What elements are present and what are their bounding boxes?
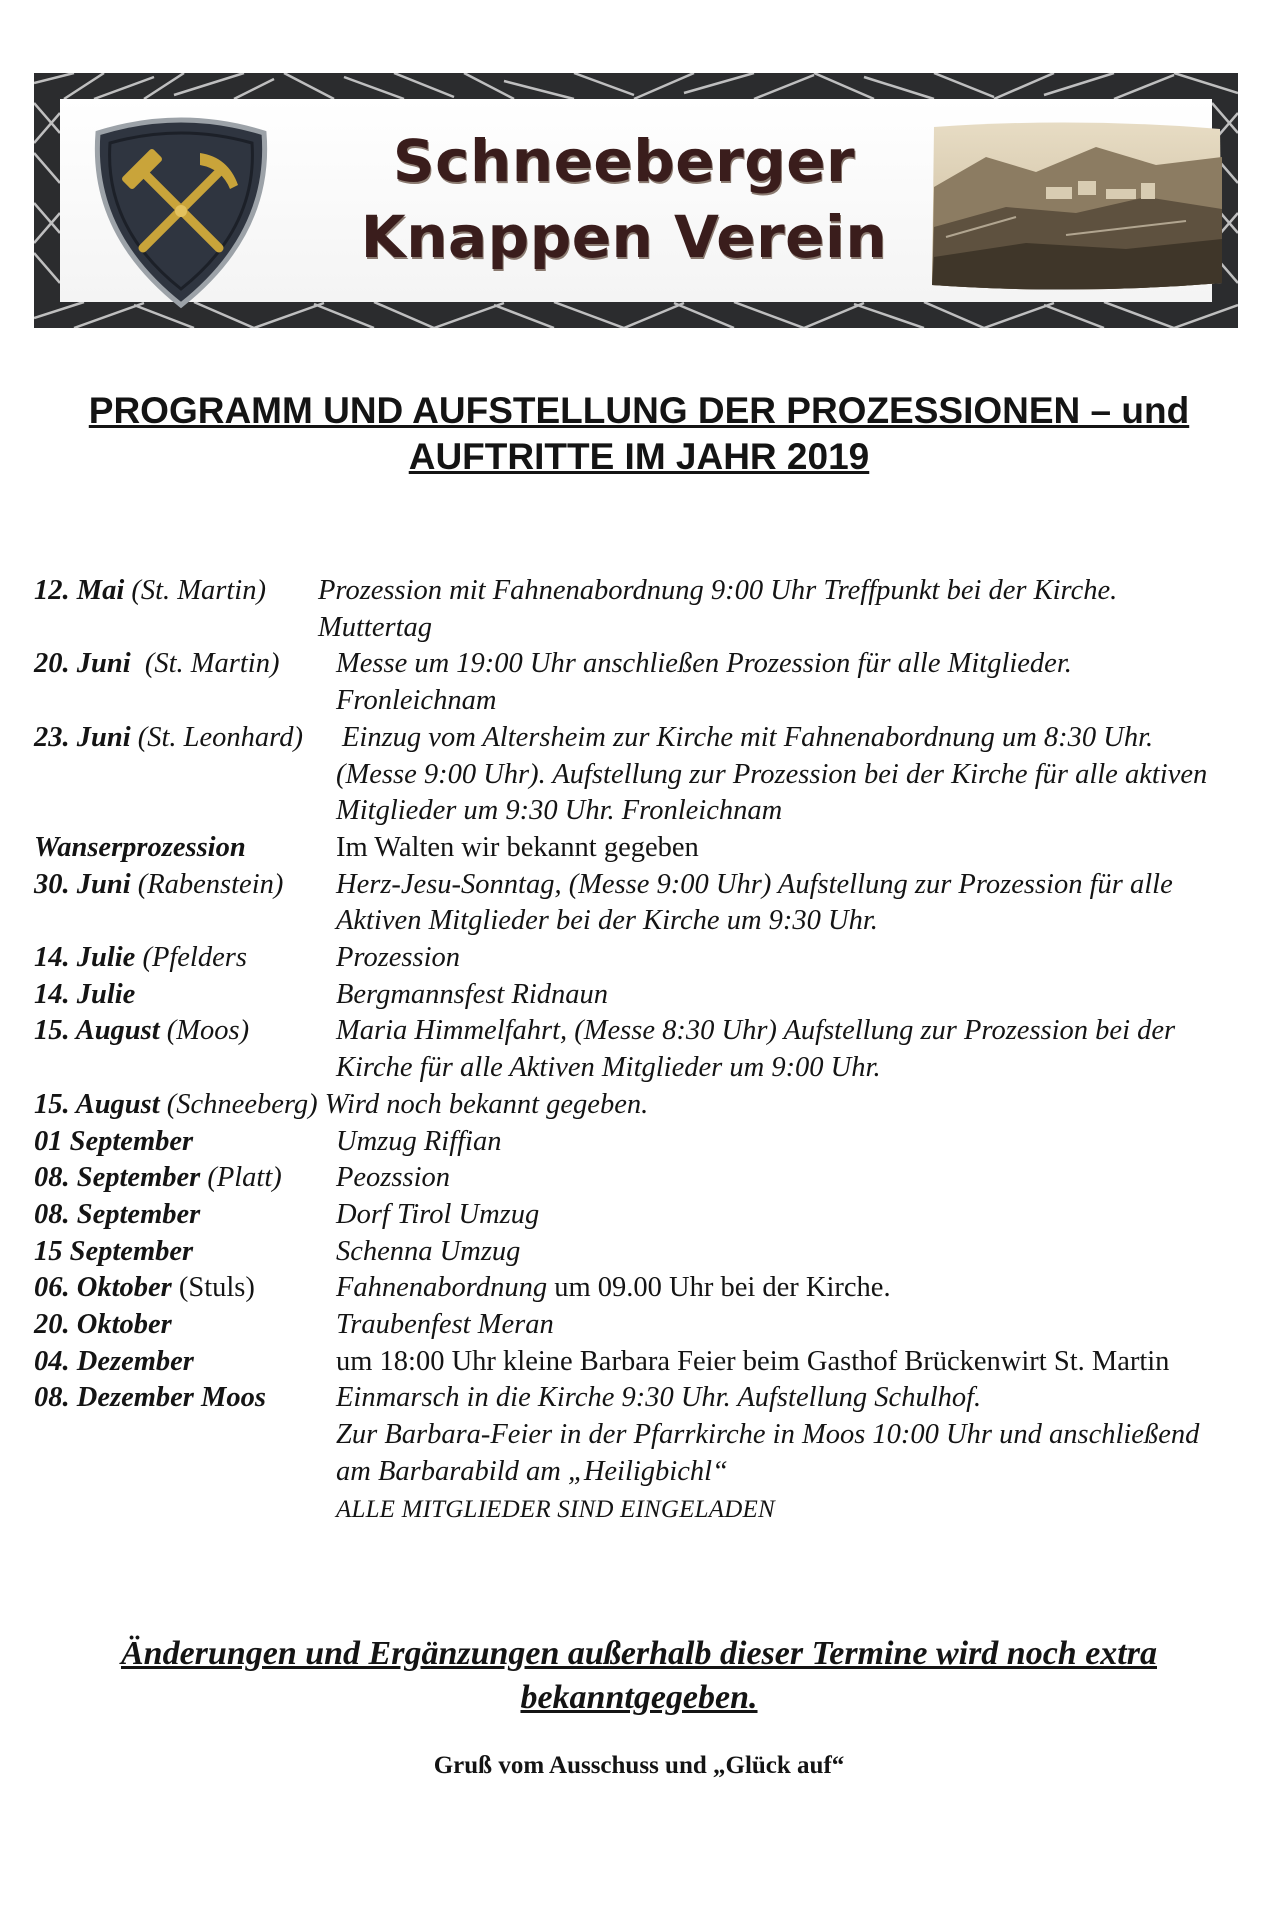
- event-row: [34, 867, 1254, 940]
- event-location: (Stuls): [171, 1272, 255, 1304]
- event-location: (St. Martin): [124, 575, 266, 606]
- event-date: 15 September: [34, 1235, 194, 1267]
- event-row: [34, 1124, 1254, 1161]
- event-description: um 18:00 Uhr kleine Barbara Feier beim Gasthof Brückenwirt St. Martin: [336, 1345, 1170, 1377]
- event-date: 15. August: [34, 1088, 160, 1120]
- change-notice: [34, 1632, 1244, 1720]
- event-date: 04. Dezember: [34, 1345, 194, 1377]
- event-date: 12. Mai: [34, 575, 125, 606]
- event-description: Wird noch bekannt gegeben.: [317, 1088, 649, 1120]
- event-location: (Rabenstein): [130, 868, 284, 900]
- event-date: 08. Dezember Moos: [34, 1382, 266, 1414]
- event-row: [34, 1344, 1254, 1381]
- event-row: [34, 1380, 1254, 1528]
- event-row: [34, 1234, 1254, 1271]
- event-invitation: ALLE MITGLIEDER SIND EINGELADEN: [336, 1495, 775, 1523]
- event-note: Fronleichnam: [336, 685, 497, 717]
- event-description: Herz-Jesu-Sonntag, (Messe 9:00 Uhr) Aufstellung zur Prozession für alle Aktiven Mitglieder bei der Kirche um 9:30 Uhr.: [336, 868, 1173, 937]
- event-row: [34, 1307, 1254, 1344]
- event-description: Dorf Tirol Umzug: [336, 1198, 540, 1230]
- page-heading: [34, 388, 1244, 480]
- closing-greeting: Gruß vom Ausschuss und „Glück auf“: [433, 1752, 845, 1779]
- heading-line1: PROGRAMM UND AUFSTELLUNG DER PROZESSIONEN – und: [88, 390, 1190, 431]
- event-row: [34, 940, 1254, 977]
- event-row: [34, 1160, 1254, 1197]
- club-banner: [34, 73, 1238, 328]
- event-description: Im Walten wir bekannt gegeben: [336, 831, 699, 863]
- event-location: (Moos): [159, 1015, 250, 1047]
- event-row: [34, 830, 1254, 867]
- event-row: [34, 1013, 1254, 1086]
- club-name: [324, 123, 924, 275]
- event-description: Maria Himmelfahrt, (Messe 8:30 Uhr) Aufstellung zur Prozession bei der Kirche für alle Aktiven Mitglieder um 9:00 Uhr.: [336, 1015, 1176, 1084]
- event-row: [34, 720, 1254, 830]
- notice-line2: bekanntgegeben.: [520, 1679, 758, 1716]
- event-date: 30. Juni: [34, 868, 131, 900]
- event-date: 06. Oktober: [34, 1272, 172, 1304]
- event-description: Prozession: [336, 942, 461, 974]
- event-schedule: [34, 573, 1254, 1528]
- event-row: [34, 1270, 1254, 1307]
- event-row: [34, 1087, 1254, 1124]
- event-location: (Platt): [200, 1162, 282, 1194]
- event-date: 20. Juni: [34, 648, 131, 680]
- event-location: (St. Leonhard): [130, 721, 303, 753]
- event-row: [34, 573, 1254, 646]
- event-date: Wanserprozession: [34, 831, 246, 863]
- club-name-line2: Knappen Verein: [360, 203, 888, 271]
- event-date: 20. Oktober: [34, 1309, 172, 1341]
- event-date: 08. September: [34, 1198, 201, 1230]
- event-description: Umzug Riffian: [336, 1125, 502, 1157]
- event-date: 01 September: [34, 1125, 194, 1157]
- event-description: Fahnenabordnung: [336, 1272, 548, 1304]
- event-description: Bergmannsfest Ridnaun: [336, 978, 609, 1010]
- heading-line2: AUFTRITTE IM JAHR 2019: [408, 436, 870, 477]
- notice-line1: Änderungen und Ergänzungen außerhalb dieser Termine wird noch extra: [121, 1635, 1157, 1672]
- event-note: Muttertag: [318, 611, 432, 643]
- event-date: 14. Julie: [34, 942, 136, 974]
- event-description-detail: um 09.00 Uhr bei der Kirche.: [547, 1272, 891, 1304]
- event-description: Schenna Umzug: [336, 1235, 521, 1267]
- event-date: 15. August: [34, 1015, 160, 1047]
- event-date: 23. Juni: [34, 721, 131, 753]
- event-location: (St. Martin): [130, 648, 280, 680]
- event-description: Einzug vom Altersheim zur Kirche mit Fahnenabordnung um 8:30 Uhr. (Messe 9:00 Uhr). Aufstellung zur Prozession bei der Kirche für alle aktiven Mitglieder um 9:30 Uhr. Fronleichnam: [336, 721, 1208, 827]
- event-location: (Pfelders: [135, 942, 247, 974]
- event-row: [34, 977, 1254, 1014]
- event-location: (Schneeberg): [159, 1088, 318, 1120]
- historic-mine-photo: [926, 117, 1226, 295]
- club-name-line1: Schneeberger: [392, 127, 856, 195]
- event-description: Traubenfest Meran: [336, 1309, 554, 1341]
- event-note: Zur Barbara-Feier in der Pfarrkirche in Moos 10:00 Uhr und anschließend am Barbarabild am „Heiligbichl“: [336, 1419, 1200, 1487]
- event-description: Peozssion: [336, 1162, 450, 1194]
- event-row: [34, 646, 1254, 719]
- crossed-hammer-and-pick-shield-icon: [88, 113, 274, 309]
- event-description: Prozession mit Fahnenabordnung 9:00 Uhr Treffpunkt bei der Kirche.: [318, 575, 1118, 606]
- event-description: Einmarsch in die Kirche 9:30 Uhr. Aufstellung Schulhof.: [336, 1382, 982, 1414]
- event-date: 08. September: [34, 1162, 201, 1194]
- event-row: [34, 1197, 1254, 1234]
- event-date: 14. Julie: [34, 978, 136, 1010]
- event-description: Messe um 19:00 Uhr anschließen Prozession für alle Mitglieder.: [336, 648, 1072, 680]
